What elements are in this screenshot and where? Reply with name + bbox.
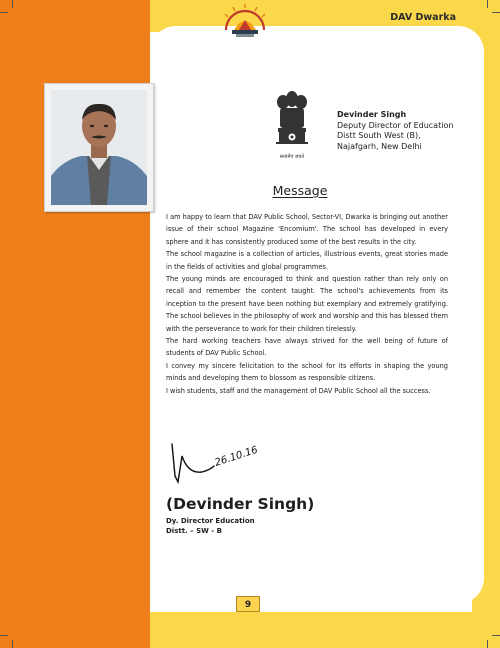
header-title: DAV Dwarka (390, 12, 456, 23)
handwritten-signature (166, 436, 296, 492)
crop-mark (487, 0, 488, 8)
message-heading: Message (272, 183, 328, 198)
page-number: 9 (236, 596, 260, 612)
emblem-caption: सत्यमेव जयते (279, 154, 305, 160)
crop-mark (12, 0, 13, 8)
sender-details (337, 110, 453, 152)
message-paragraph: The hard working teachers have always strived for the well being of future of students of DAV Public School. (166, 337, 448, 358)
sender-designation: Deputy Director of Education (337, 120, 454, 130)
crop-mark (0, 12, 8, 13)
crop-mark (12, 640, 13, 648)
message-paragraph: I convey my sincere felicitation to the school for its efforts in shaping the young minds and developing them to blossom as responsible citizens. (166, 361, 448, 383)
crop-mark (492, 635, 500, 636)
crop-mark (487, 640, 488, 648)
message-paragraph: The young minds are encouraged to think and question rather than rely only on recall and remember the content taught. The school's achievements from its inception to the present have been nothing but exemplary and extremely gratifying. The school believes in the philosophy of work and worship and this has blessed them with the perseverance to work for their children tirelessly. (166, 275, 448, 333)
signer-name: (Devinder Singh) (166, 495, 315, 513)
signer-district: Distt. – SW - B (166, 526, 222, 535)
crop-mark (0, 635, 8, 636)
message-paragraph: The school magazine is a collection of articles, illustrious events, great stories made in the fields of activities and global programmes. (166, 250, 448, 271)
message-paragraph: I am happy to learn that DAV Public School, Sector-VI, Dwarka is bringing out another issue of their school Magazine 'Encomium'. The school has developed in every sphere and it has consistently produced some of the best results in the city. (166, 213, 448, 246)
bottom-yellow-band (150, 612, 500, 648)
message-body (166, 211, 448, 397)
national-emblem-icon (272, 90, 312, 162)
signer-title-block (166, 517, 255, 536)
sender-location: Najafgarh, New Delhi (337, 141, 422, 151)
crop-mark (492, 12, 500, 13)
dav-logo-icon (222, 2, 268, 42)
sender-office: Distt South West (B), (337, 131, 421, 140)
signature-date: 26.10.16 (213, 444, 260, 469)
portrait-photo (44, 83, 154, 212)
message-paragraph: I wish students, staff and the management of DAV Public School all the success. (166, 386, 431, 395)
sender-name: Devinder Singh (337, 110, 407, 119)
signer-title: Dy. Director Education (166, 517, 255, 525)
